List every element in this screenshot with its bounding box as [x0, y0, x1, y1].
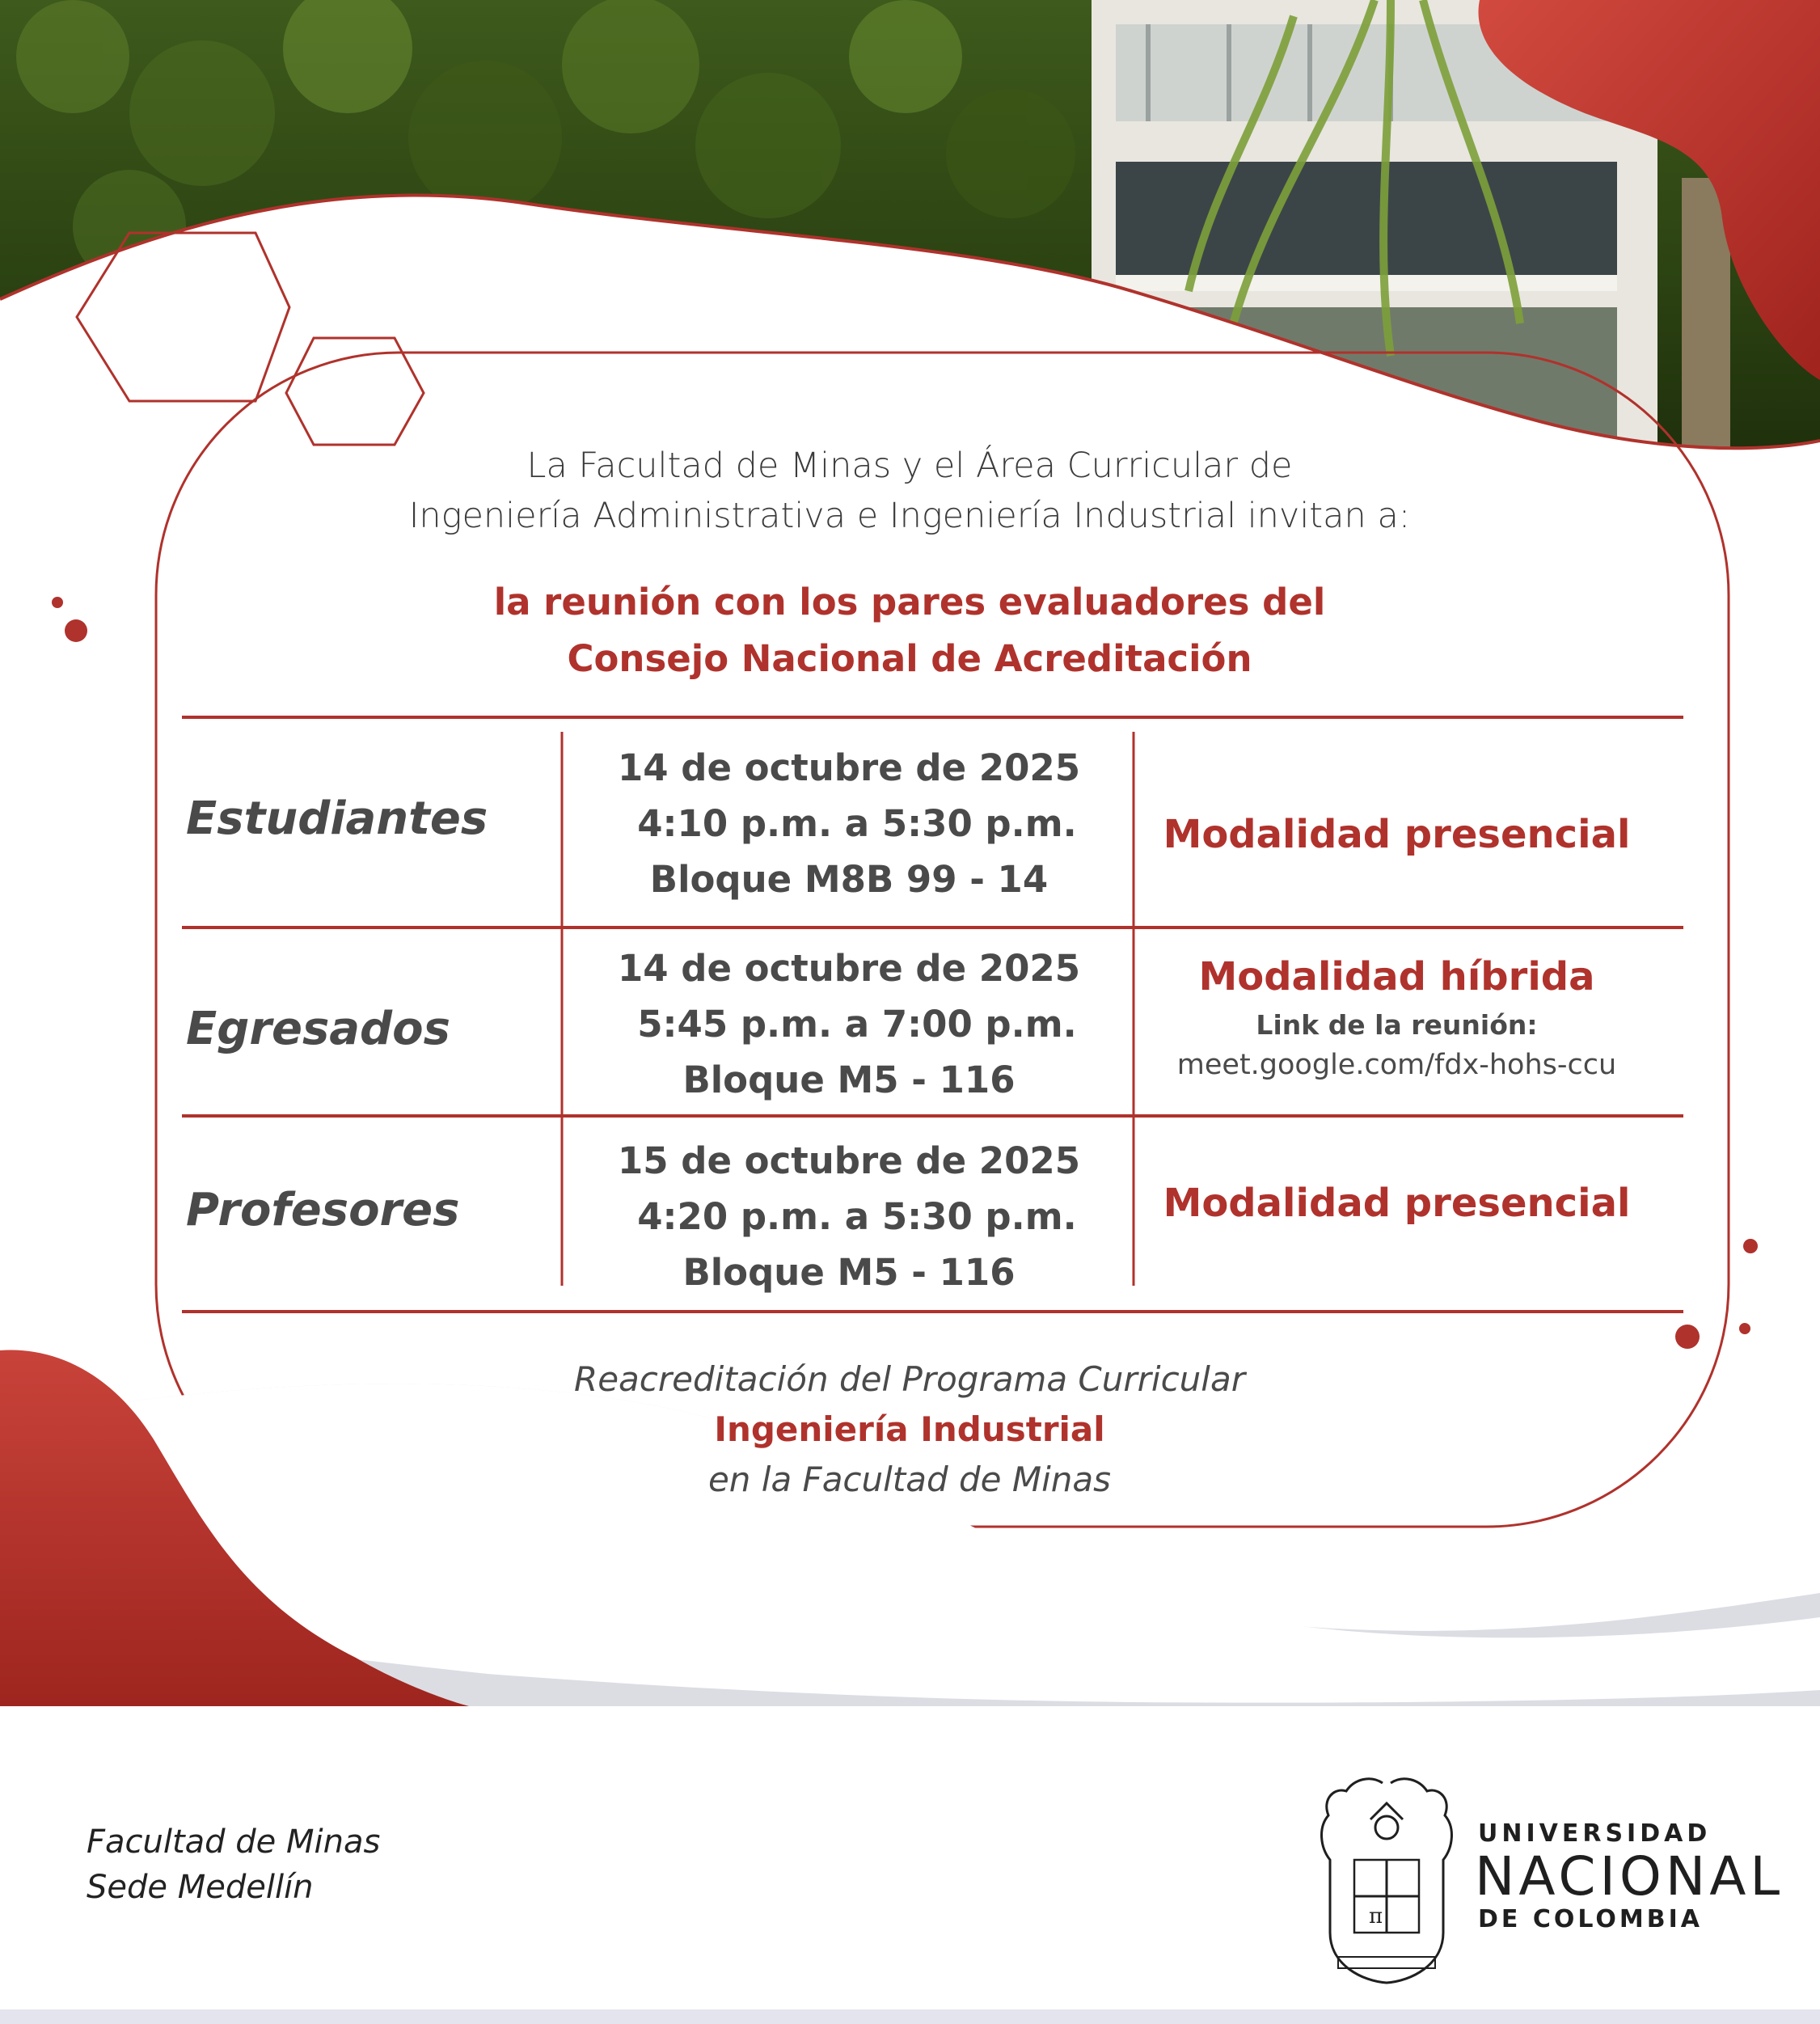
- svg-text:π: π: [1369, 1904, 1383, 1929]
- program-note-line-1: Reacreditación del Programa Curricular: [574, 1359, 1245, 1399]
- event-title-line-1: la reunión con los pares evaluadores del: [493, 581, 1326, 623]
- row-place: Bloque M5 - 116: [682, 1251, 1016, 1294]
- row-info-egresados: [566, 940, 1132, 1108]
- row-date: 15 de octubre de 2025: [617, 1139, 1081, 1182]
- row-info-profesores: [566, 1133, 1132, 1300]
- row-info-estudiantes: [566, 740, 1132, 907]
- intro-line-2: Ingeniería Administrativa e Ingeniería Industrial invitan a:: [408, 496, 1411, 536]
- row-label-egresados: Egresados: [186, 1003, 450, 1055]
- row-time: 4:10 p.m. a 5:30 p.m.: [637, 802, 1077, 845]
- event-title-line-2: Consejo Nacional de Acreditación: [567, 637, 1252, 680]
- row-label-profesores: Profesores: [186, 1184, 460, 1236]
- row-time: 5:45 p.m. a 7:00 p.m.: [637, 1003, 1077, 1046]
- row-label-estudiantes: Estudiantes: [186, 792, 488, 845]
- row-modality-estudiantes: Modalidad presencial: [1163, 812, 1631, 857]
- university-wordmark-line-2: NACIONAL: [1475, 1845, 1784, 1908]
- faculty-name: Facultad de Minas: [87, 1823, 381, 1861]
- program-name: Ingeniería Industrial: [714, 1409, 1105, 1449]
- row-date: 14 de octubre de 2025: [617, 746, 1081, 789]
- meeting-link-label: Link de la reunión:: [1256, 1009, 1538, 1041]
- university-wordmark-line-3: DE COLOMBIA: [1478, 1905, 1704, 1933]
- row-modality-egresados: Modalidad híbrida: [1198, 954, 1595, 999]
- row-date: 14 de octubre de 2025: [617, 947, 1081, 990]
- meeting-link-url[interactable]: meet.google.com/fdx-hohs-ccu: [1176, 1049, 1617, 1081]
- row-time: 4:20 p.m. a 5:30 p.m.: [637, 1195, 1077, 1238]
- event-title: [243, 574, 1577, 687]
- row-modality-profesores: Modalidad presencial: [1163, 1181, 1631, 1226]
- intro-text: [243, 441, 1577, 541]
- row-place: Bloque M8B 99 - 14: [649, 858, 1049, 901]
- program-note-line-3: en la Facultad de Minas: [707, 1460, 1112, 1499]
- intro-line-1: La Facultad de Minas y el Área Curricular de: [526, 446, 1293, 486]
- row-place: Bloque M5 - 116: [682, 1058, 1016, 1101]
- university-wordmark-line-1: UNIVERSIDAD: [1478, 1819, 1712, 1848]
- faculty-campus: Sede Medellín: [87, 1869, 314, 1906]
